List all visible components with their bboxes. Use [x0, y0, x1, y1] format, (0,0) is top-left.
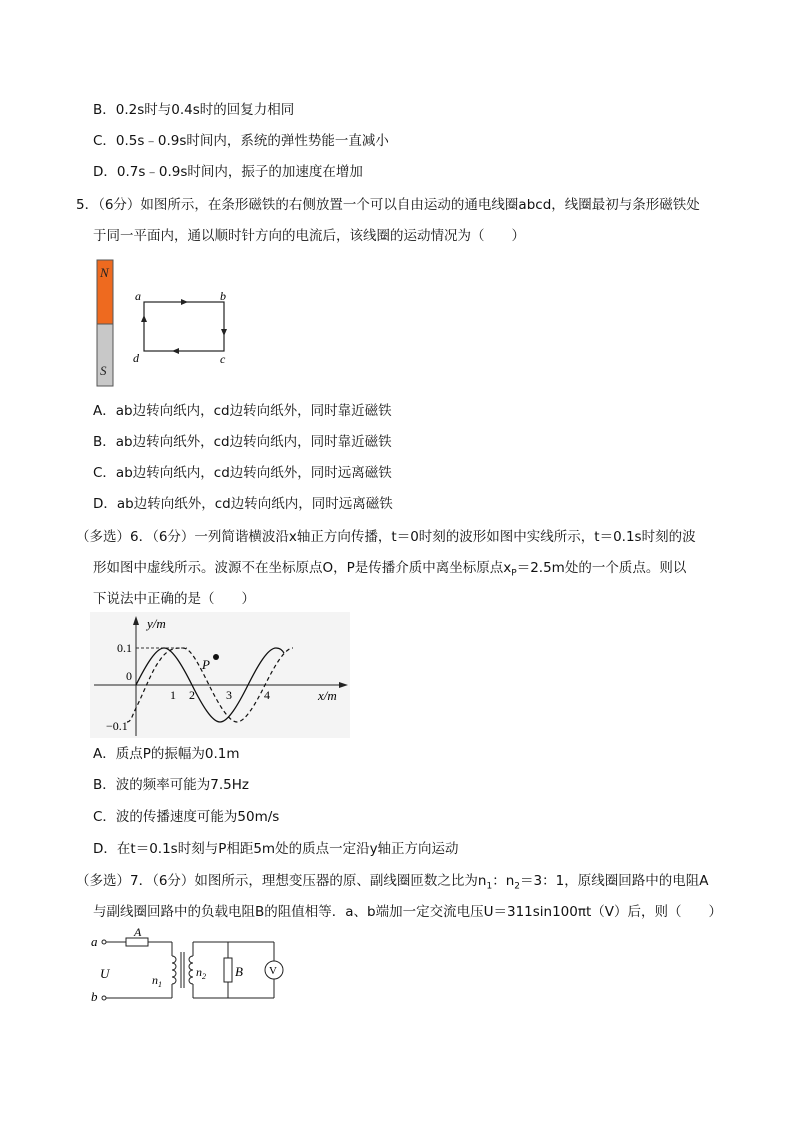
q6-wave-figure	[90, 612, 350, 738]
q5-option-c: C．ab边转向纸内，cd边转向纸外，同时远离磁铁	[93, 465, 392, 481]
q6-option-c: C．波的传播速度可能为50m/s	[93, 809, 280, 825]
magnet-north-label: N	[100, 265, 109, 280]
coil-corner-c: c	[220, 352, 226, 366]
x-tick-4: 4	[264, 688, 270, 702]
q7-stem-line-1	[76, 872, 708, 896]
point-p	[213, 654, 219, 660]
q6-stem-line-2-sub: P	[511, 568, 517, 579]
q7-stem-line-1-b: ＝3：1，原线圈回路中的电阻A	[520, 873, 709, 889]
x-tick-1: 1	[170, 688, 176, 702]
q6-stem-line-3: 下说法中正确的是（ ）	[93, 591, 255, 607]
origin-label: 0	[126, 669, 132, 683]
x-tick-2: 2	[189, 688, 195, 702]
q7-stem-line-1-mid: ：n	[492, 873, 515, 889]
q7-stem-line-2: 与副线圈回路中的负载电阻B的阻值相等．a、b端加一定交流电压U＝311sin100πt（V）后，则（ ）	[93, 904, 723, 920]
current-arrow-ab	[181, 299, 188, 305]
terminal-b	[102, 996, 106, 1000]
q7-stem-line-1-a: （多选）7．（6分）如图所示，理想变压器的原、副线圈匝数之比为n	[76, 873, 487, 889]
q7-n2-sub: 2	[514, 881, 521, 892]
terminal-a-label: a	[91, 934, 98, 949]
q5-magnet-coil-figure	[90, 256, 250, 392]
q6-stem-line-2	[93, 559, 686, 583]
q7-n1-sub: 1	[486, 881, 493, 892]
resistor-a-label: A	[134, 928, 142, 939]
q6-stem-line-2-a: 形如图中虚线所示。波源不在坐标原点O，P是传播介质中离坐标原点x	[93, 560, 512, 576]
voltage-label: U	[100, 966, 110, 981]
primary-coil	[172, 956, 176, 984]
coil-loop	[144, 302, 224, 351]
resistor-b-label: B	[235, 964, 243, 979]
voltmeter-label: V	[269, 965, 277, 977]
coil-corner-d: d	[133, 351, 139, 365]
q4-option-d: D．0.7s﹣0.9s时间内，振子的加速度在增加	[93, 164, 363, 180]
point-p-label: P	[202, 657, 210, 672]
terminal-a	[102, 940, 106, 944]
coil-corner-a: a	[135, 289, 141, 303]
q4-option-b: B．0.2s时与0.4s时的回复力相同	[93, 102, 295, 118]
n2-label: $n_2$	[196, 965, 206, 981]
q5-option-d: D．ab边转向纸外，cd边转向纸内，同时远离磁铁	[93, 496, 393, 512]
current-arrow-cd	[172, 348, 179, 354]
x-axis-label: x/m	[318, 688, 337, 703]
y-axis-label: y/m	[147, 616, 166, 631]
coil-corner-b: b	[220, 289, 226, 303]
q6-stem-line-1: （多选）6．（6分）一列简谐横波沿x轴正方向传播，t＝0时刻的波形如图中实线所示，t＝0.1s时刻的波	[76, 529, 696, 545]
q5-option-b: B．ab边转向纸外，cd边转向纸内，同时靠近磁铁	[93, 434, 392, 450]
current-arrow-bc	[221, 329, 227, 336]
y-tick-bottom: −0.1	[106, 719, 128, 733]
q6-option-b: B．波的频率可能为7.5Hz	[93, 777, 249, 793]
x-tick-3: 3	[226, 688, 232, 702]
terminal-b-label: b	[91, 989, 98, 1004]
q4-option-c: C．0.5s﹣0.9s时间内，系统的弹性势能一直减小	[93, 133, 389, 149]
resistor-a	[126, 938, 148, 946]
q5-stem-line-2: 于同一平面内，通以顺时针方向的电流后，该线圈的运动情况为（ ）	[93, 228, 525, 244]
resistor-b	[224, 958, 232, 982]
q7-transformer-circuit	[88, 928, 288, 1008]
q6-option-d: D．在t＝0.1s时刻与P相距5m处的质点一定沿y轴正方向运动	[93, 841, 459, 857]
secondary-coil	[189, 956, 193, 984]
q6-stem-line-2-b: ＝2.5m处的一个质点。则以	[516, 560, 687, 576]
n1-label: $n_1$	[152, 973, 162, 989]
current-arrow-da	[141, 315, 147, 322]
y-tick-top: 0.1	[117, 641, 132, 655]
magnet-south-label: S	[100, 363, 107, 378]
q6-option-a: A．质点P的振幅为0.1m	[93, 746, 240, 762]
q5-option-a: A．ab边转向纸内，cd边转向纸外，同时靠近磁铁	[93, 403, 392, 419]
q5-stem-line-1: 5．（6分）如图所示，在条形磁铁的右侧放置一个可以自由运动的通电线圈abcd，线圈最初与条形磁铁处	[76, 197, 700, 213]
